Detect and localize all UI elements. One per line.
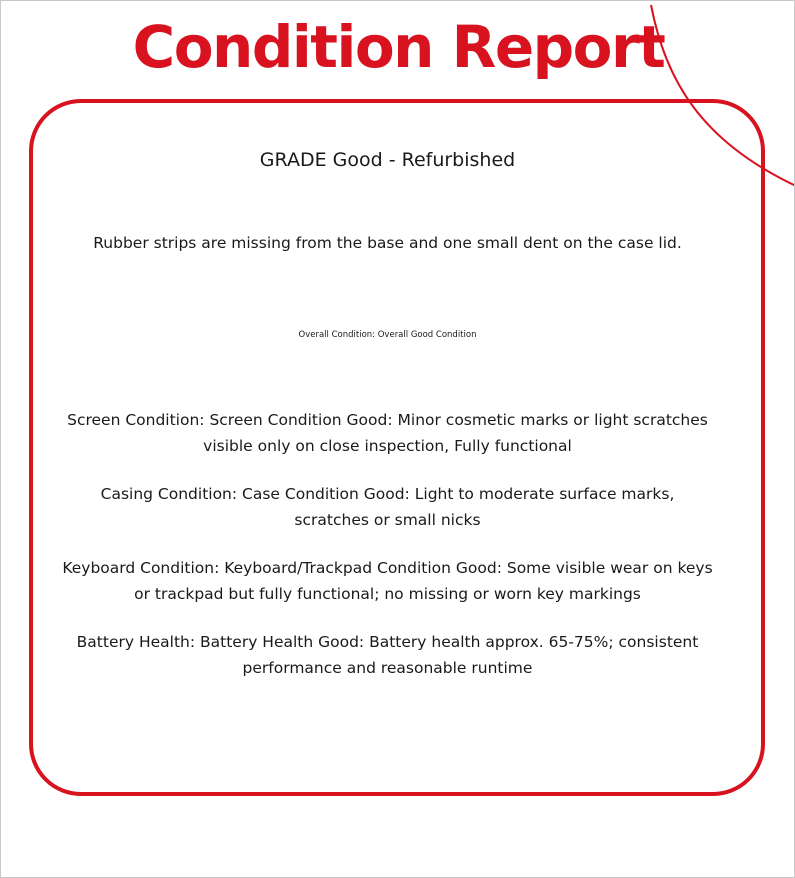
grade-heading: GRADE Good - Refurbished [259,149,516,171]
casing-condition: Casing Condition: Case Condition Good: Light to moderate surface marks, scratches or small nicks [100,485,675,529]
screen-condition: Screen Condition: Screen Condition Good: Minor cosmetic marks or light scratches visible only on close inspection, Fully functional [67,411,708,455]
condition-summary: Rubber strips are missing from the base and one small dent on the case lid. [93,234,682,252]
keyboard-condition: Keyboard Condition: Keyboard/Trackpad Condition Good: Some visible wear on keys or trackpad but fully functional; no missing or worn key markings [62,559,713,603]
battery-health: Battery Health: Battery Health Good: Battery health approx. 65-75%; consistent performance and reasonable runtime [76,633,699,677]
page-title: Condition Report [132,13,665,81]
condition-list [61,407,714,703]
overall-condition: Overall Condition: Overall Good Condition [298,330,477,340]
